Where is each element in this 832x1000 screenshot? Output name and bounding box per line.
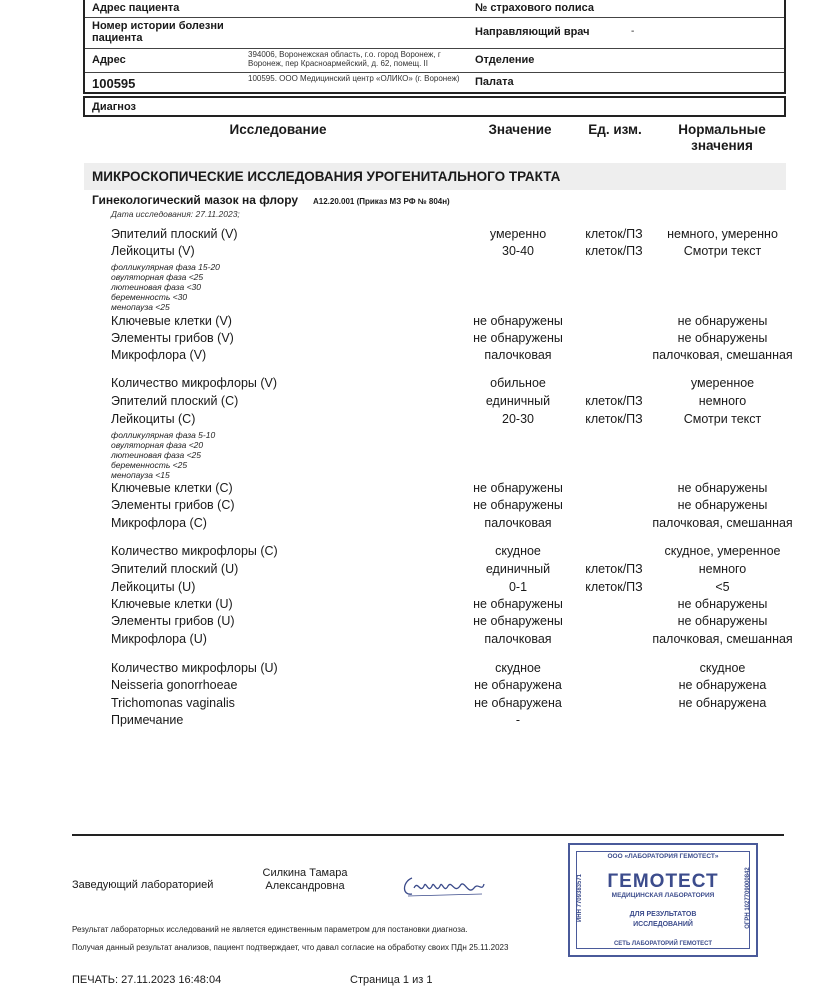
- test-name: Ключевые клетки (U): [111, 597, 233, 611]
- test-unit: клеток/ПЗ: [585, 562, 643, 576]
- test-name: Neisseria gonorrhoeae: [111, 678, 238, 692]
- column-unit: Ед. изм.: [588, 122, 642, 137]
- test-norm: палочковая, смешанная: [652, 516, 793, 530]
- test-norm: немного: [698, 394, 747, 408]
- note-line: фолликулярная фаза 5-10: [111, 430, 216, 440]
- test-name: Примечание: [111, 713, 184, 727]
- test-value: палочковая: [484, 516, 552, 530]
- test-name: Количество микрофлоры (V): [111, 376, 278, 390]
- doctor-value: -: [631, 26, 635, 37]
- address-label: Адрес: [92, 54, 126, 66]
- test-norm: палочковая, смешанная: [652, 632, 793, 646]
- note-line: фолликулярная фаза 15-20: [111, 262, 220, 272]
- stamp-brand: ГЕМОТЕСТ: [607, 871, 719, 892]
- header-row-3: [85, 48, 784, 73]
- test-name: Лейкоциты (V): [111, 244, 195, 258]
- test-value: палочковая: [484, 348, 552, 362]
- test-value: 20-30: [502, 412, 534, 426]
- diagnosis-label: Диагноз: [92, 101, 136, 113]
- test-norm: Смотри текст: [683, 412, 762, 426]
- test-unit: клеток/ПЗ: [585, 580, 643, 594]
- header-row-2: [85, 17, 784, 49]
- stamp-top-text: ООО «ЛАБОРАТОРИЯ ГЕМОТЕСТ»: [607, 853, 719, 860]
- leukocyte-reference-note: [111, 430, 215, 480]
- test-value: не обнаружены: [473, 498, 563, 512]
- test-norm: умеренное: [690, 376, 755, 390]
- test-norm: не обнаружена: [678, 678, 767, 692]
- signature: [398, 868, 490, 904]
- note-line: овуляторная фаза <20: [111, 440, 204, 450]
- test-name: Эпителий плоский (V): [111, 227, 238, 241]
- column-norm: Нормальные значения: [678, 122, 766, 153]
- test-value: не обнаружена: [474, 678, 562, 692]
- address-value: 394006, Воронежская область, г.о. город Воронеж, г Воронеж, пер Красноармейский, д. 62, помещ. II: [248, 50, 441, 68]
- test-value: не обнаружены: [473, 614, 563, 628]
- test-value: палочковая: [484, 632, 552, 646]
- header-row-1: [85, 0, 784, 18]
- test-norm: не обнаружены: [677, 314, 768, 328]
- test-name: Лейкоциты (C): [111, 412, 196, 426]
- page-number: Страница 1 из 1: [350, 974, 433, 986]
- test-value: не обнаружены: [473, 597, 563, 611]
- test-value: единичный: [485, 562, 551, 576]
- stamp-inn: ИНН 7709383571: [577, 874, 583, 923]
- test-norm: не обнаружены: [677, 614, 768, 628]
- test-value: не обнаружены: [473, 481, 563, 495]
- column-test: Исследование: [229, 122, 327, 137]
- stamp-ogrn: ОГРН 1027709000842: [745, 867, 751, 929]
- disclaimer: Результат лабораторных исследований не является единственным параметром для постановки диагноза.: [72, 925, 468, 934]
- stamp-subtitle: МЕДИЦИНСКАЯ ЛАБОРАТОРИЯ: [611, 892, 715, 899]
- patient-address-label: Адрес пациента: [92, 2, 180, 14]
- test-value: не обнаружена: [474, 696, 562, 710]
- note-line: менопауза <25: [111, 302, 170, 312]
- doctor-label: Направляющий врач: [475, 26, 590, 38]
- test-value: обильное: [490, 376, 546, 390]
- head-name-line-2: Александровна: [265, 880, 345, 892]
- history-label: Номер истории болезни пациента: [92, 20, 224, 44]
- department-label: Отделение: [475, 54, 535, 66]
- test-name: Микрофлора (C): [111, 516, 207, 530]
- test-name: Trichomonas vaginalis: [111, 696, 235, 710]
- test-norm: не обнаружена: [678, 696, 767, 710]
- test-unit: клеток/ПЗ: [585, 394, 643, 408]
- footer-divider: [72, 834, 784, 836]
- test-norm: скудное: [699, 661, 746, 675]
- test-norm: не обнаружены: [677, 331, 768, 345]
- stamp-line-2: ИССЛЕДОВАНИЙ: [633, 921, 693, 928]
- test-name: Элементы грибов (C): [111, 498, 235, 512]
- print-timestamp: ПЕЧАТЬ: 27.11.2023 16:48:04: [72, 974, 222, 986]
- test-code: A12.20.001 (Приказ МЗ РФ № 804н): [313, 197, 450, 206]
- test-norm: немного: [698, 562, 747, 576]
- test-unit: клеток/ПЗ: [585, 244, 643, 258]
- test-norm: скудное, умеренное: [664, 544, 781, 558]
- note-line: лютеиновая фаза <30: [111, 282, 202, 292]
- test-value: умеренно: [489, 227, 547, 241]
- test-name: Ключевые клетки (C): [111, 481, 233, 495]
- test-value: единичный: [485, 394, 551, 408]
- consent-note: Получая данный результат анализов, пациент подтверждает, что давал согласие на обработку своих ПДн 25.11.2023: [72, 943, 509, 952]
- test-norm: не обнаружены: [677, 481, 768, 495]
- head-name-line-1: Силкина Тамара: [262, 867, 348, 879]
- test-name: Количество микрофлоры (U): [111, 661, 278, 675]
- ward-label: Палата: [475, 76, 514, 88]
- leukocyte-reference-note: [111, 262, 220, 312]
- test-norm: не обнаружены: [677, 498, 768, 512]
- test-norm: Смотри текст: [683, 244, 762, 258]
- test-norm: палочковая, смешанная: [652, 348, 793, 362]
- test-unit: клеток/ПЗ: [585, 227, 643, 241]
- test-name: Микрофлора (U): [111, 632, 207, 646]
- stamp-bottom-text: СЕТЬ ЛАБОРАТОРИЙ ГЕМОТЕСТ: [613, 941, 713, 947]
- note-line: беременность <25: [111, 460, 188, 470]
- head-label: Заведующий лабораторией: [72, 879, 214, 891]
- header-row-4: [85, 72, 784, 94]
- note-line: беременность <30: [111, 292, 188, 302]
- test-value: 30-40: [502, 244, 534, 258]
- order-id: 100595: [92, 76, 136, 91]
- test-title: Гинекологический мазок на флору: [92, 193, 299, 207]
- lab-stamp: [568, 843, 758, 957]
- test-date: Дата исследования: 27.11.2023;: [111, 209, 240, 219]
- patient-header-table: [83, 0, 786, 94]
- test-name: Ключевые клетки (V): [111, 314, 232, 328]
- test-norm: не обнаружены: [677, 597, 768, 611]
- policy-label: № страхового полиса: [475, 2, 594, 14]
- test-norm: <5: [715, 580, 730, 594]
- column-value: Значение: [488, 122, 552, 137]
- diagnosis-box: [83, 96, 786, 117]
- test-name: Эпителий плоский (U): [111, 562, 239, 576]
- test-name: Лейкоциты (U): [111, 580, 196, 594]
- test-name: Элементы грибов (V): [111, 331, 234, 345]
- test-name: Микрофлора (V): [111, 348, 207, 362]
- test-name: Эпителий плоский (C): [111, 394, 239, 408]
- stamp-frame: [576, 851, 750, 949]
- head-name: [262, 867, 348, 893]
- order-org: 100595. ООО Медицинский центр «ОЛИКО» (г. Воронеж): [248, 74, 460, 83]
- test-value: не обнаружены: [473, 314, 563, 328]
- test-value: скудное: [495, 544, 541, 558]
- test-value: 0-1: [508, 580, 528, 594]
- test-unit: клеток/ПЗ: [585, 412, 643, 426]
- note-line: менопауза <15: [111, 470, 170, 480]
- note-line: овуляторная фаза <25: [111, 272, 204, 282]
- section-header: [84, 163, 786, 190]
- test-norm: немного, умеренно: [667, 227, 778, 241]
- test-value: -: [515, 713, 521, 727]
- test-value: скудное: [495, 661, 541, 675]
- test-value: не обнаружены: [473, 331, 563, 345]
- test-name: Количество микрофлоры (C): [111, 544, 278, 558]
- stamp-line-1: ДЛЯ РЕЗУЛЬТАТОВ: [629, 911, 697, 918]
- section-title: МИКРОСКОПИЧЕСКИЕ ИССЛЕДОВАНИЯ УРОГЕНИТАЛЬНОГО ТРАКТА: [92, 169, 561, 184]
- note-line: лютеиновая фаза <25: [111, 450, 202, 460]
- test-name: Элементы грибов (U): [111, 614, 235, 628]
